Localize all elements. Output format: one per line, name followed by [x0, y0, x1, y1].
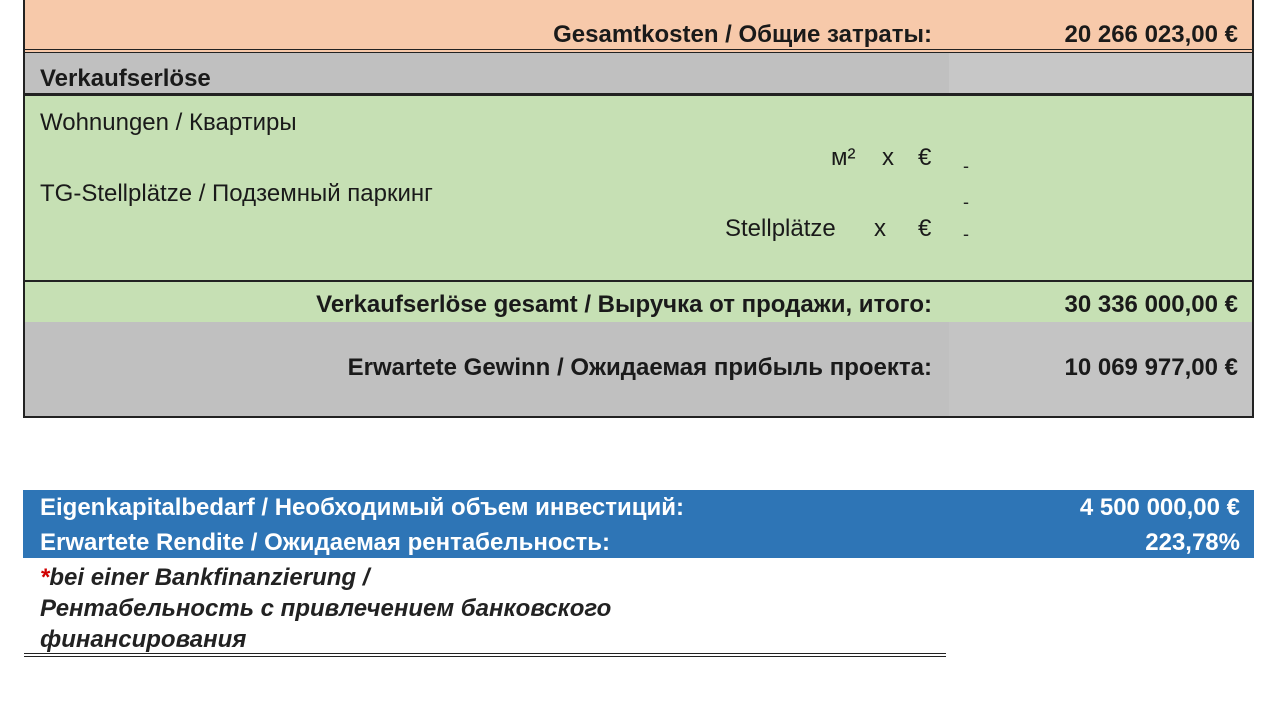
footnote-line-1	[40, 562, 740, 593]
total-costs-row	[25, 0, 1252, 53]
apartments-value-placeholder: -	[963, 156, 969, 176]
parking-unit: Stellplätze	[725, 215, 836, 242]
bank-financing-footnote	[40, 562, 740, 655]
parking-currency: €	[918, 215, 932, 242]
sales-total-value: 30 336 000,00 €	[1064, 291, 1238, 318]
parking-total-placeholder: -	[963, 224, 969, 244]
expected-return-label: Erwartete Rendite / Ожидаемая рентабельность:	[40, 529, 611, 556]
footnote-divider	[24, 653, 946, 657]
investment-summary	[23, 490, 1254, 558]
apartments-unit: м²	[831, 144, 856, 171]
parking-label: TG-Stellplätze / Подземный паркинг	[40, 180, 433, 207]
sales-total-label: Verkaufserlöse gesamt / Выручка от продажи, итого:	[316, 291, 932, 318]
parking-times: x	[874, 215, 886, 242]
apartments-label: Wohnungen / Квартиры	[40, 109, 297, 136]
footnote-marker: *	[40, 564, 50, 591]
sales-header-label: Verkaufserlöse	[40, 65, 211, 92]
sales-header-row	[25, 53, 1252, 96]
footnote-line-3: финансирования	[40, 626, 247, 653]
equity-requirement-label: Eigenkapitalbedarf / Необходимый объем инвестиций:	[40, 494, 684, 521]
footnote-text-1: bei einer Bankfinanzierung /	[49, 564, 370, 591]
sales-detail-row	[25, 96, 1252, 282]
cost-revenue-table	[23, 0, 1254, 418]
expected-profit-row	[25, 322, 1252, 418]
sales-header-value-cell	[949, 53, 1252, 93]
sales-total-row	[25, 282, 1252, 322]
footnote-line-2: Рентабельность с привлечением банковского	[40, 595, 612, 622]
equity-requirement-value: 4 500 000,00 €	[1079, 494, 1240, 521]
apartments-currency: €	[918, 144, 932, 171]
expected-profit-label: Erwartete Gewinn / Ожидаемая прибыль проекта:	[347, 354, 932, 381]
total-costs-value: 20 266 023,00 €	[1064, 21, 1238, 48]
parking-value-placeholder: -	[963, 192, 969, 212]
expected-profit-value: 10 069 977,00 €	[1064, 354, 1238, 381]
total-costs-label: Gesamtkosten / Общие затраты:	[553, 21, 932, 48]
apartments-times: x	[882, 144, 894, 171]
expected-return-value: 223,78%	[1145, 529, 1240, 556]
